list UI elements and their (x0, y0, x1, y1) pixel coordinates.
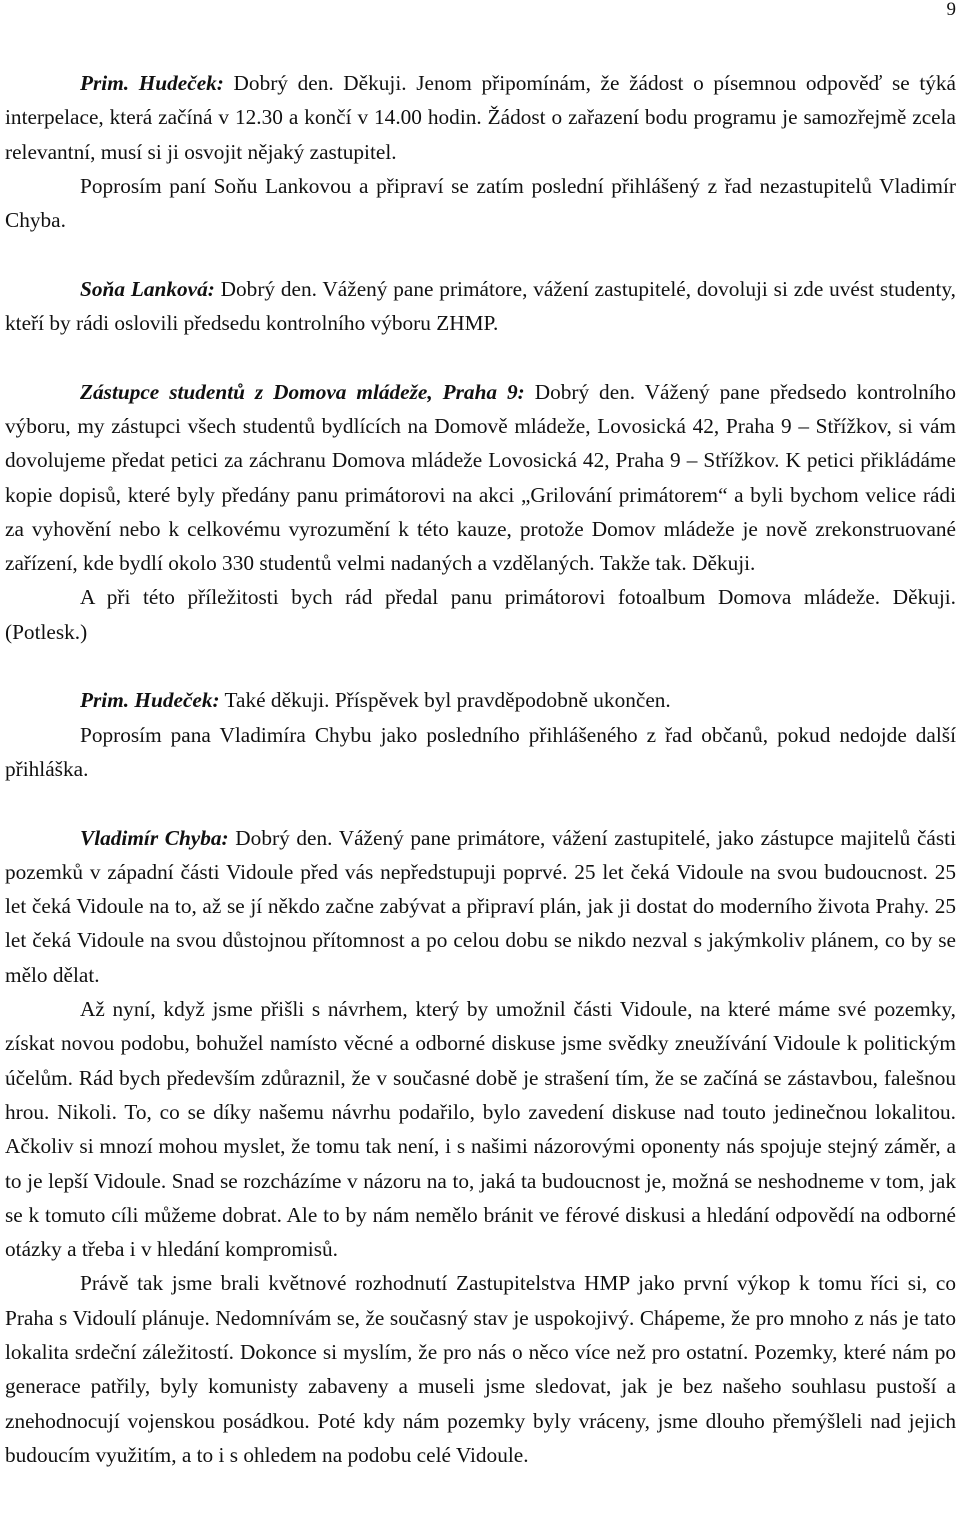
paragraph: Poprosím paní Soňu Lankovou a připraví se zatím poslední přihlášený z řad nezastupitelů Vladimír Chyba. (5, 173, 956, 233)
paragraph: A při této příležitosti bych rád předal panu primátorovi fotoalbum Domova mládeže. Děkuji. (Potlesk.) (5, 585, 956, 644)
speech-text: Dobrý den. Vážený pane předsedo kontrolního výboru, my zástupci všech studentů bydlících na Domově mládeže, Lovosická 42, Praha 9 – Střížkov, si vám dovolujeme předat petici za záchranu Domova mládeže Lovosická 42, Praha 9 – Střížkov. K petici přikládáme kopie dopisů, které byly předány panu primátorovi na akci „Grilování primátorem“ a byli bychom velice rádi za vyhovění nebo k celkovému vyrozumění k této kauze, protože Domov mládeže je nově zrekonstruované zařízení, kde bydlí okolo 330 studentů velmi nadaných a vzdělaných. Takže tak. Děkuji. (5, 379, 956, 576)
paragraph: Poprosím pana Vladimíra Chybu jako posledního přihlášeného z řad občanů, pokud nedojde další přihláška. (5, 722, 956, 781)
page-number: 9 (946, 0, 956, 20)
speaker-name: Prim. Hudeček: (80, 71, 224, 95)
paragraph: Až nyní, když jsme přišli s návrhem, který by umožnil části Vidoule, na které máme své pozemky, získat novou podobu, bohužel namísto věcné a odborné diskuse jsme svědky zneužívání Vidoule k politickým účelům. Rád bych především zdůraznil, že v současné době je strašení tím, že se začíná se zástavbou, falešnou hrou. Nikoli. To, co se díky našemu návrhu podařilo, bylo zavedení diskuse nad touto jedinečnou lokalitou. Ačkoliv si mnozí mohou myslet, že tomu tak není, i s našimi názorovými oponenty nás spojuje stejný záměr, a to je lepší Vidoule. Snad se rozcházíme v názoru na to, jaká ta budoucnost je, možná se neshodneme v tom, jak se k tomuto cíli můžeme dobrat. Ale to by nám nemělo bránit ve férové diskusi a hledání odpovědí na odborné otázky a třeba i v hledání kompromisů. (5, 997, 956, 1262)
paragraph: Právě tak jsme brali květnové rozhodnutí Zastupitelstva HMP jako první výkop k tomu říci si, co Praha s Vidoulí plánuje. Nedomnívám se, že současný stav je uspokojivý. Chápeme, že pro mnoho z nás je tato lokalita srdeční záležitostí. Dokonce si myslím, že pro nás o něco více než pro ostatní. Pozemky, které nám po generace patřily, byly komunisty zabaveny a museli jsme sledovat, jak je bez našeho souhlasu pustoší a znehodnocují vojenskou posádkou. Poté kdy nám pozemky byly vráceny, jsme dlouho přemýšleli nad jejich budoucím využitím, a to i s ohledem na podobu celé Vidoule. (5, 1271, 956, 1467)
paragraph (5, 66, 956, 169)
speaker-name: Prim. Hudeček: (80, 688, 220, 713)
speech-text: Dobrý den. Vážený pane primátore, vážení zastupitelé, dovoluji si zde uvést studenty, kteří by rádi oslovili předsedu kontrolního výboru ZHMP. (5, 276, 956, 336)
paragraph (5, 683, 956, 717)
speaker-name: Soňa Lanková: (80, 276, 215, 301)
speech-text: Dobrý den. Vážený pane primátore, vážení zastupitelé, jako zástupce majitelů části pozemků v západní části Vidoule před vás nepředstupuji poprvé. 25 let čeká Vidoule na svou budoucnost. 25 let čeká Vidoule na to, až se jí někdo začne zabývat a připraví plán, jak ji dostat do moderního života Prahy. 25 let čeká Vidoule na svou důstojnou přítomnost a po celou dobu se nikdo nezval s jakýmkoliv plánem, co by se mělo dělat. (5, 825, 956, 987)
paragraph (5, 272, 956, 341)
paragraph (5, 375, 956, 581)
transcript-body (5, 66, 956, 1472)
speech-text: Také děkuji. Příspěvek byl pravděpodobně ukončen. (219, 688, 671, 713)
speaker-name: Zástupce studentů z Domova mládeže, Praha 9: (80, 379, 525, 404)
speaker-name: Vladimír Chyba: (80, 825, 229, 850)
speech-text: Dobrý den. Děkuji. Jenom připomínám, že žádost o písemnou odpověď se týká interpelace, která začíná v 12.30 a končí v 14.00 hodin. Žádost o zařazení bodu programu je samozřejmě zcela relevantní, musí si ji osvojit nějaký zastupitel. (5, 71, 956, 164)
paragraph (5, 821, 956, 992)
